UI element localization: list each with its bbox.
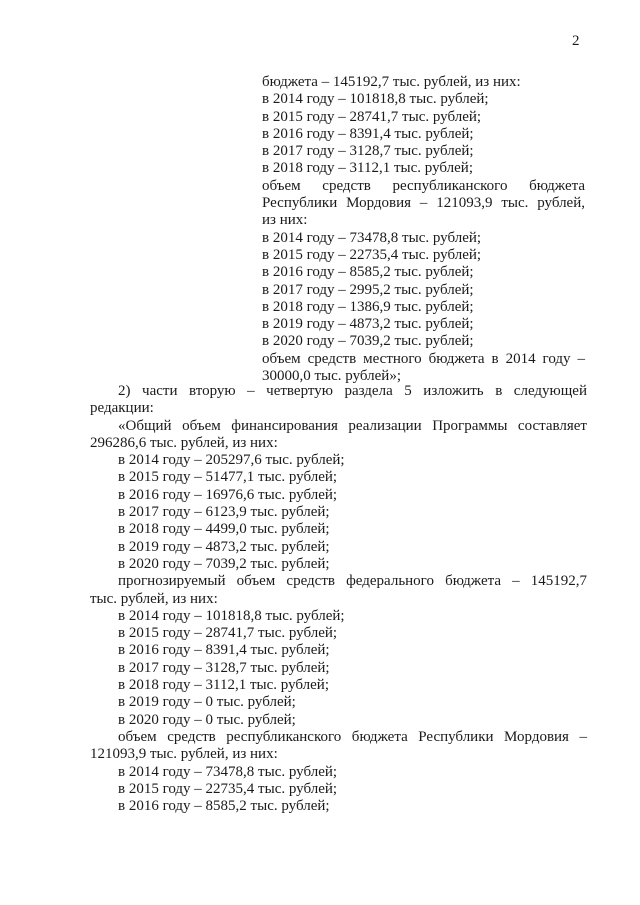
text-line: в 2014 году – 205297,6 тыс. рублей;	[118, 452, 345, 469]
text-line: в 2020 году – 0 тыс. рублей;	[118, 711, 296, 728]
section-5-amendment	[90, 383, 587, 815]
text-line: в 2014 году – 101818,8 тыс. рублей;	[262, 91, 489, 108]
page-number: 2	[572, 33, 580, 49]
text-line: прогнозируемый объем средств федерального бюджета – 145192,7	[118, 573, 587, 590]
text-line: в 2016 году – 8391,4 тыс. рублей;	[118, 642, 330, 659]
text-line: 296286,6 тыс. рублей, из них:	[90, 434, 278, 451]
text-line: в 2014 году – 101818,8 тыс. рублей;	[118, 607, 345, 624]
text-line: в 2017 году – 3128,7 тыс. рублей;	[118, 659, 330, 676]
text-line: 2) части вторую – четвертую раздела 5 изложить в следующей	[118, 383, 587, 399]
text-line: в 2020 году – 7039,2 тыс. рублей;	[262, 333, 474, 350]
text-line: в 2016 году – 8585,2 тыс. рублей;	[118, 798, 330, 815]
text-line: бюджета – 145192,7 тыс. рублей, из них:	[262, 74, 521, 90]
text-line: в 2016 году – 8391,4 тыс. рублей;	[262, 125, 474, 142]
text-line: тыс. рублей, из них:	[90, 590, 218, 607]
text-line: в 2014 году – 73478,8 тыс. рублей;	[118, 763, 338, 780]
text-line: в 2018 году – 3112,1 тыс. рублей;	[262, 160, 473, 177]
text-line: 121093,9 тыс. рублей, из них:	[90, 746, 278, 763]
text-line: объем средств республиканского бюджета Республики Мордовия –	[118, 728, 587, 745]
text-line: в 2014 году – 73478,8 тыс. рублей;	[262, 229, 482, 246]
text-line: в 2015 году – 28741,7 тыс. рублей;	[262, 108, 482, 125]
text-line: в 2015 году – 28741,7 тыс. рублей;	[118, 625, 338, 642]
text-line: в 2018 году – 3112,1 тыс. рублей;	[118, 677, 329, 694]
text-line: редакции:	[90, 400, 154, 417]
text-line: из них:	[262, 212, 308, 229]
text-line: Республики Мордовия – 121093,9 тыс. рублей,	[262, 195, 585, 212]
text-line: в 2017 году – 2995,2 тыс. рублей;	[262, 281, 474, 298]
text-line: в 2019 году – 0 тыс. рублей;	[118, 694, 296, 711]
text-line: в 2015 году – 51477,1 тыс. рублей;	[118, 469, 338, 486]
text-line: в 2016 году – 16976,6 тыс. рублей;	[118, 486, 338, 503]
text-line: в 2018 году – 1386,9 тыс. рублей;	[262, 298, 474, 315]
text-line: 30000,0 тыс. рублей»;	[262, 368, 401, 385]
text-line: объем средств республиканского бюджета	[262, 177, 585, 194]
continued-budget-list	[262, 74, 585, 385]
text-line: в 2020 году – 7039,2 тыс. рублей;	[118, 555, 330, 572]
text-line: в 2019 году – 4873,2 тыс. рублей;	[118, 538, 330, 555]
text-line: в 2015 году – 22735,4 тыс. рублей;	[262, 246, 482, 263]
text-line: «Общий объем финансирования реализации Программы составляет	[118, 417, 587, 434]
text-line: в 2017 году – 3128,7 тыс. рублей;	[262, 143, 474, 160]
text-line: в 2018 году – 4499,0 тыс. рублей;	[118, 521, 330, 538]
text-line: объем средств местного бюджета в 2014 году –	[262, 350, 585, 367]
text-line: в 2017 году – 6123,9 тыс. рублей;	[118, 504, 330, 521]
text-line: в 2016 году – 8585,2 тыс. рублей;	[262, 264, 474, 281]
text-line: в 2015 году – 22735,4 тыс. рублей;	[118, 780, 338, 797]
text-line: в 2019 году – 4873,2 тыс. рублей;	[262, 316, 474, 333]
